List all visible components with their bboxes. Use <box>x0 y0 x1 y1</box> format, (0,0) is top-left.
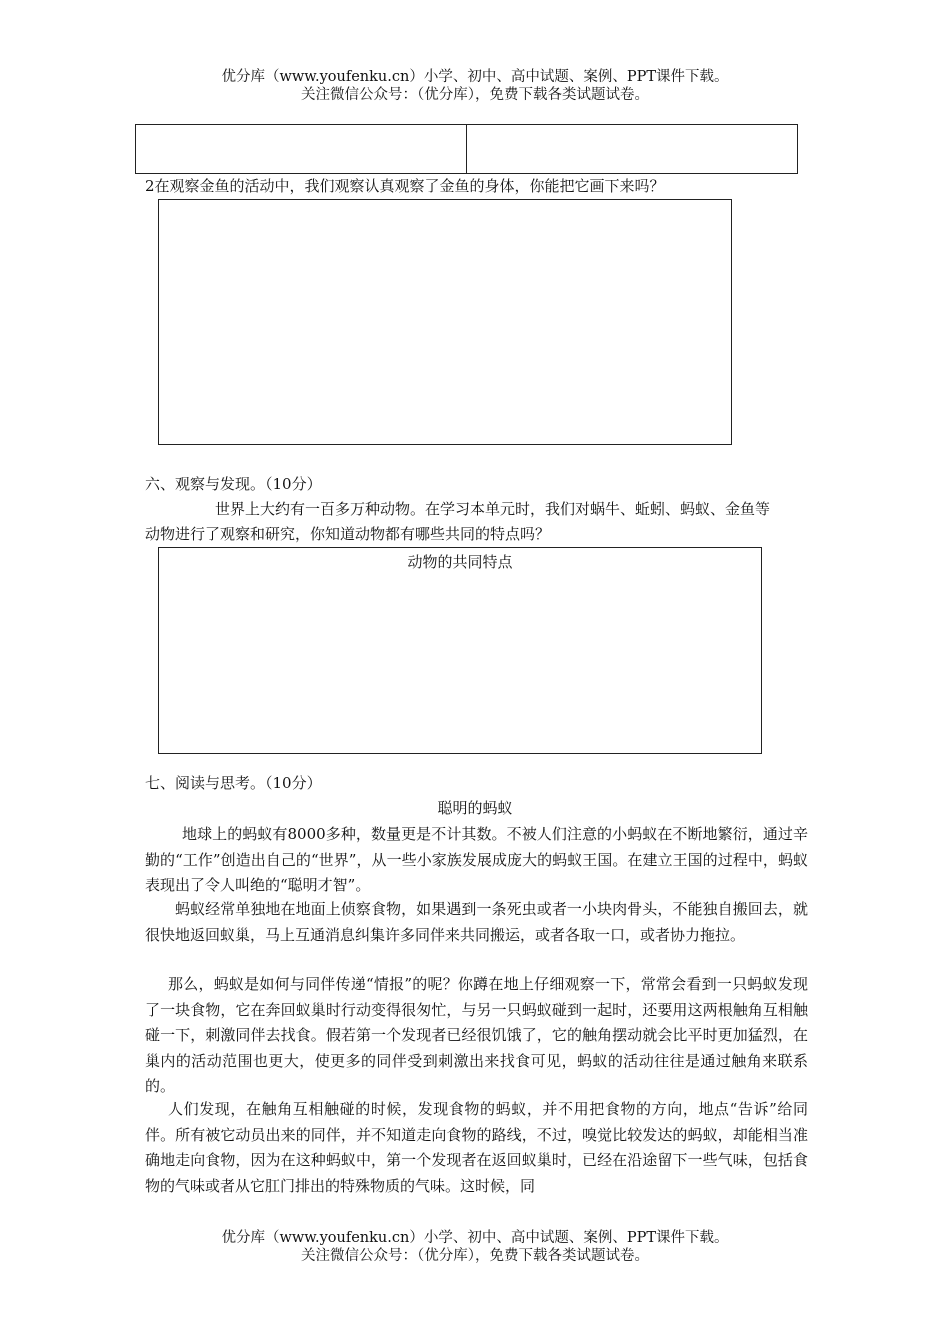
page-header <box>0 68 950 104</box>
answer-cell-right[interactable] <box>466 124 798 174</box>
section-6-prompt-line-2: 动物进行了观察和研究，你知道动物都有哪些共同的特点吗？ <box>145 525 551 543</box>
section-6-prompt-line-1: 世界上大约有一百多万种动物。在学习本单元时，我们对蜗牛、蚯蚓、蚂蚁、金鱼等 <box>215 500 771 518</box>
common-features-box[interactable] <box>158 547 762 754</box>
header-line-1: 优分库（www.youfenku.cn）小学、初中、高中试题、案例、PPT课件下载。 <box>221 69 729 85</box>
header-line-2: 关注微信公众号：（优分库），免费下载各类试题试卷。 <box>301 87 649 103</box>
answer-cell-left[interactable] <box>135 124 467 174</box>
article-paragraph-3: 那么，蚂蚁是如何与同伴传递“情报”的呢？你蹲在地上仔细观察一下，常常会看到一只蚂蚁发现了一块食物，它在奔回蚁巢时行动变得很匆忙，与另一只蚂蚁碰到一起时，还要用这两根触角互相触碰一下，刺激同伴去找食。假若第一个发现者已经很饥饿了，它的触角摆动就会比平时更加猛烈，在巢内的活动范围也更大，使更多的同伴受到刺激出来找食可见，蚂蚁的活动往往是通过触角来联系的。 <box>145 975 808 1095</box>
article-paragraph-2: 蚂蚁经常单独地在地面上侦察食物，如果遇到一条死虫或者一小块肉骨头，不能独自搬回去，就很快地返回蚁巢，马上互通消息纠集许多同伴来共同搬运，或者各取一口，或者协力拖拉。 <box>145 900 808 944</box>
section-7-title: 七、阅读与思考。（10分） <box>145 774 322 792</box>
article-paragraph-4: 人们发现，在触角互相触碰的时候，发现食物的蚂蚁，并不用把食物的方向，地点“告诉”给同伴。所有被它动员出来的同伴，并不知道走向食物的路线，不过，嗅觉比较发达的蚂蚁，却能相当准确地走向食物，因为在这种蚂蚁中，第一个发现者在返回蚁巢时，已经在沿途留下一些气味，包括食物的气味或者从它肛门排出的特殊物质的气味。这时候，同 <box>145 1100 808 1195</box>
footer-line-1: 优分库（www.youfenku.cn）小学、初中、高中试题、案例、PPT课件下载。 <box>221 1230 729 1246</box>
goldfish-drawing-box[interactable] <box>158 199 732 445</box>
question-2: 2在观察金鱼的活动中，我们观察认真观察了金鱼的身体，你能把它画下来吗？ <box>145 177 665 195</box>
common-features-label: 动物的共同特点 <box>407 553 513 571</box>
article-paragraph-1: 地球上的蚂蚁有8000多种，数量更是不计其数。不被人们注意的小蚂蚁在不断地繁衍，通过辛勤的“工作”创造出自己的“世界”，从一些小家族发展成庞大的蚂蚁王国。在建立王国的过程中，蚂蚁表现出了令人叫绝的“聪明才智”。 <box>145 825 808 894</box>
footer-line-2: 关注微信公众号：（优分库），免费下载各类试题试卷。 <box>301 1248 649 1264</box>
article-title: 聪明的蚂蚁 <box>437 799 513 817</box>
page-footer <box>0 1229 950 1265</box>
section-6-title: 六、观察与发现。（10分） <box>145 475 322 493</box>
